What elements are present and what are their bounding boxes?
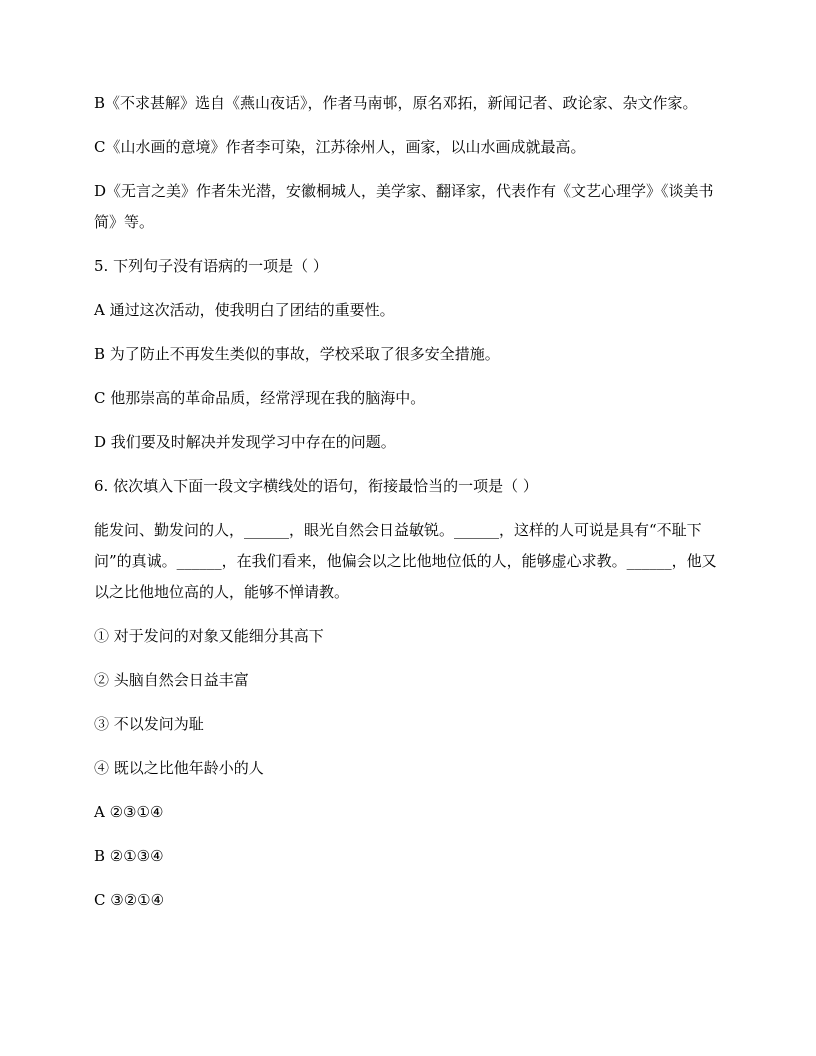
- q5-option-a: A 通过这次活动，使我明白了团结的重要性。: [94, 301, 395, 319]
- question-5: 5. 下列句子没有语病的一项是（ ）: [94, 257, 328, 275]
- q6-sentence-1: ① 对于发问的对象又能细分其高下: [94, 627, 324, 645]
- option-b-text: B《不求甚解》选自《燕山夜话》，作者马南邨，原名邓拓，新闻记者、政论家、杂文作家。: [94, 94, 698, 112]
- document-page: [94, 88, 722, 929]
- q6-passage: 能发问、勤发问的人，______，眼光自然会日益敏锐。______，这样的人可说是具有“不耻下问”的真诚。______，在我们看来，他偏会以之比他地位低的人，能够虚心求教。______，他又以之比他地位高的人，能够不惮请教。: [94, 521, 717, 601]
- q6-option-b: B ②①③④: [94, 847, 164, 865]
- q5-option-b: B 为了防止不再发生类似的事故，学校采取了很多安全措施。: [94, 345, 500, 363]
- q6-option-a: A ②③①④: [94, 803, 164, 821]
- question-6: 6. 依次填入下面一段文字横线处的语句，衔接最恰当的一项是（ ）: [94, 477, 538, 495]
- option-d-text: D《无言之美》作者朱光潜，安徽桐城人，美学家、翻译家，代表作有《文艺心理学》《谈美书简》等。: [94, 182, 714, 231]
- q6-sentence-4: ④ 既以之比他年龄小的人: [94, 759, 264, 777]
- q6-sentence-2: ② 头脑自然会日益丰富: [94, 671, 249, 689]
- option-c-text: C《山水画的意境》作者李可染，江苏徐州人，画家，以山水画成就最高。: [94, 138, 586, 156]
- q6-option-c: C ③②①④: [94, 891, 165, 909]
- q6-sentence-3: ③ 不以发问为耻: [94, 715, 204, 733]
- q5-option-c: C 他那崇高的革命品质，经常浮现在我的脑海中。: [94, 389, 426, 407]
- q5-option-d: D 我们要及时解决并发现学习中存在的问题。: [94, 433, 396, 451]
